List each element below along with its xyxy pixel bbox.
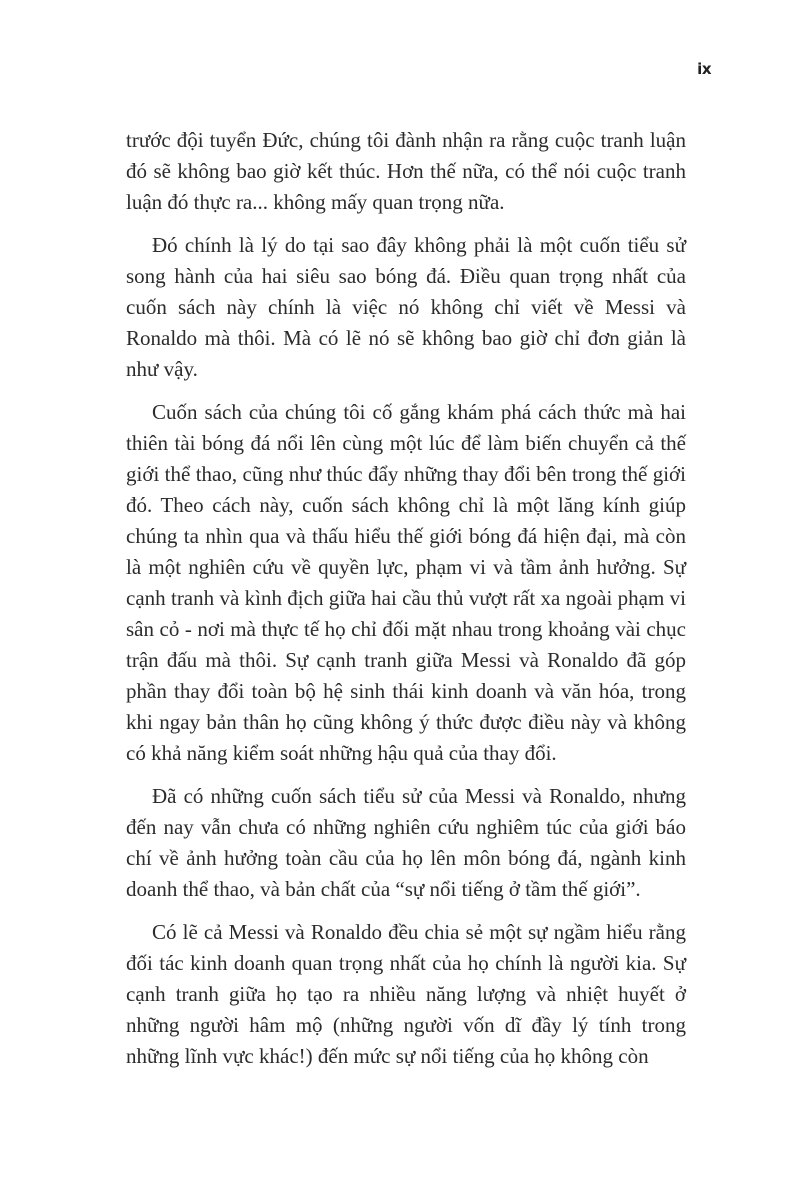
body-text <box>126 125 686 1084</box>
paragraph-5: Có lẽ cả Messi và Ronaldo đều chia sẻ một sự ngầm hiểu rằng đối tác kinh doanh quan trọng nhất của họ chính là người kia. Sự cạnh tranh giữa họ tạo ra nhiều năng lượng và nhiệt huyết ở những người hâm mộ (những người vốn dĩ đầy lý tính trong những lĩnh vực khác!) đến mức sự nổi tiếng của họ không còn <box>126 920 686 1068</box>
paragraph-4: Đã có những cuốn sách tiểu sử của Messi và Ronaldo, nhưng đến nay vẫn chưa có những nghiên cứu nghiêm túc của giới báo chí về ảnh hưởng toàn cầu của họ lên môn bóng đá, ngành kinh doanh thể thao, và bản chất của “sự nổi tiếng ở tầm thế giới”. <box>126 784 686 901</box>
paragraph-3: Cuốn sách của chúng tôi cố gắng khám phá cách thức mà hai thiên tài bóng đá nổi lên cùng một lúc để làm biến chuyển cả thế giới thể thao, cũng như thúc đẩy những thay đổi bên trong thế giới đó. Theo cách này, cuốn sách không chỉ là một lăng kính giúp chúng ta nhìn qua và thấu hiểu thế giới bóng đá hiện đại, mà còn là một nghiên cứu về quyền lực, phạm vi và tầm ảnh hưởng. Sự cạnh tranh và kình địch giữa hai cầu thủ vượt rất xa ngoài phạm vi sân cỏ - nơi mà thực tế họ chỉ đối mặt nhau trong khoảng vài chục trận đấu mà thôi. Sự cạnh tranh giữa Messi và Ronaldo đã góp phần thay đổi toàn bộ hệ sinh thái kinh doanh và văn hóa, trong khi ngay bản thân họ cũng không ý thức được điều này và không có khả năng kiểm soát những hậu quả của thay đổi. <box>126 400 686 765</box>
paragraph-2: Đó chính là lý do tại sao đây không phải là một cuốn tiểu sử song hành của hai siêu sao bóng đá. Điều quan trọng nhất của cuốn sách này chính là việc nó không chỉ viết về Messi và Ronaldo mà thôi. Mà có lẽ nó sẽ không bao giờ chỉ đơn giản là như vậy. <box>126 233 686 381</box>
page-number: ix <box>697 60 711 78</box>
paragraph-1: trước đội tuyển Đức, chúng tôi đành nhận ra rằng cuộc tranh luận đó sẽ không bao giờ kết thúc. Hơn thế nữa, có thể nói cuộc tranh luận đó thực ra... không mấy quan trọng nữa. <box>126 128 686 214</box>
